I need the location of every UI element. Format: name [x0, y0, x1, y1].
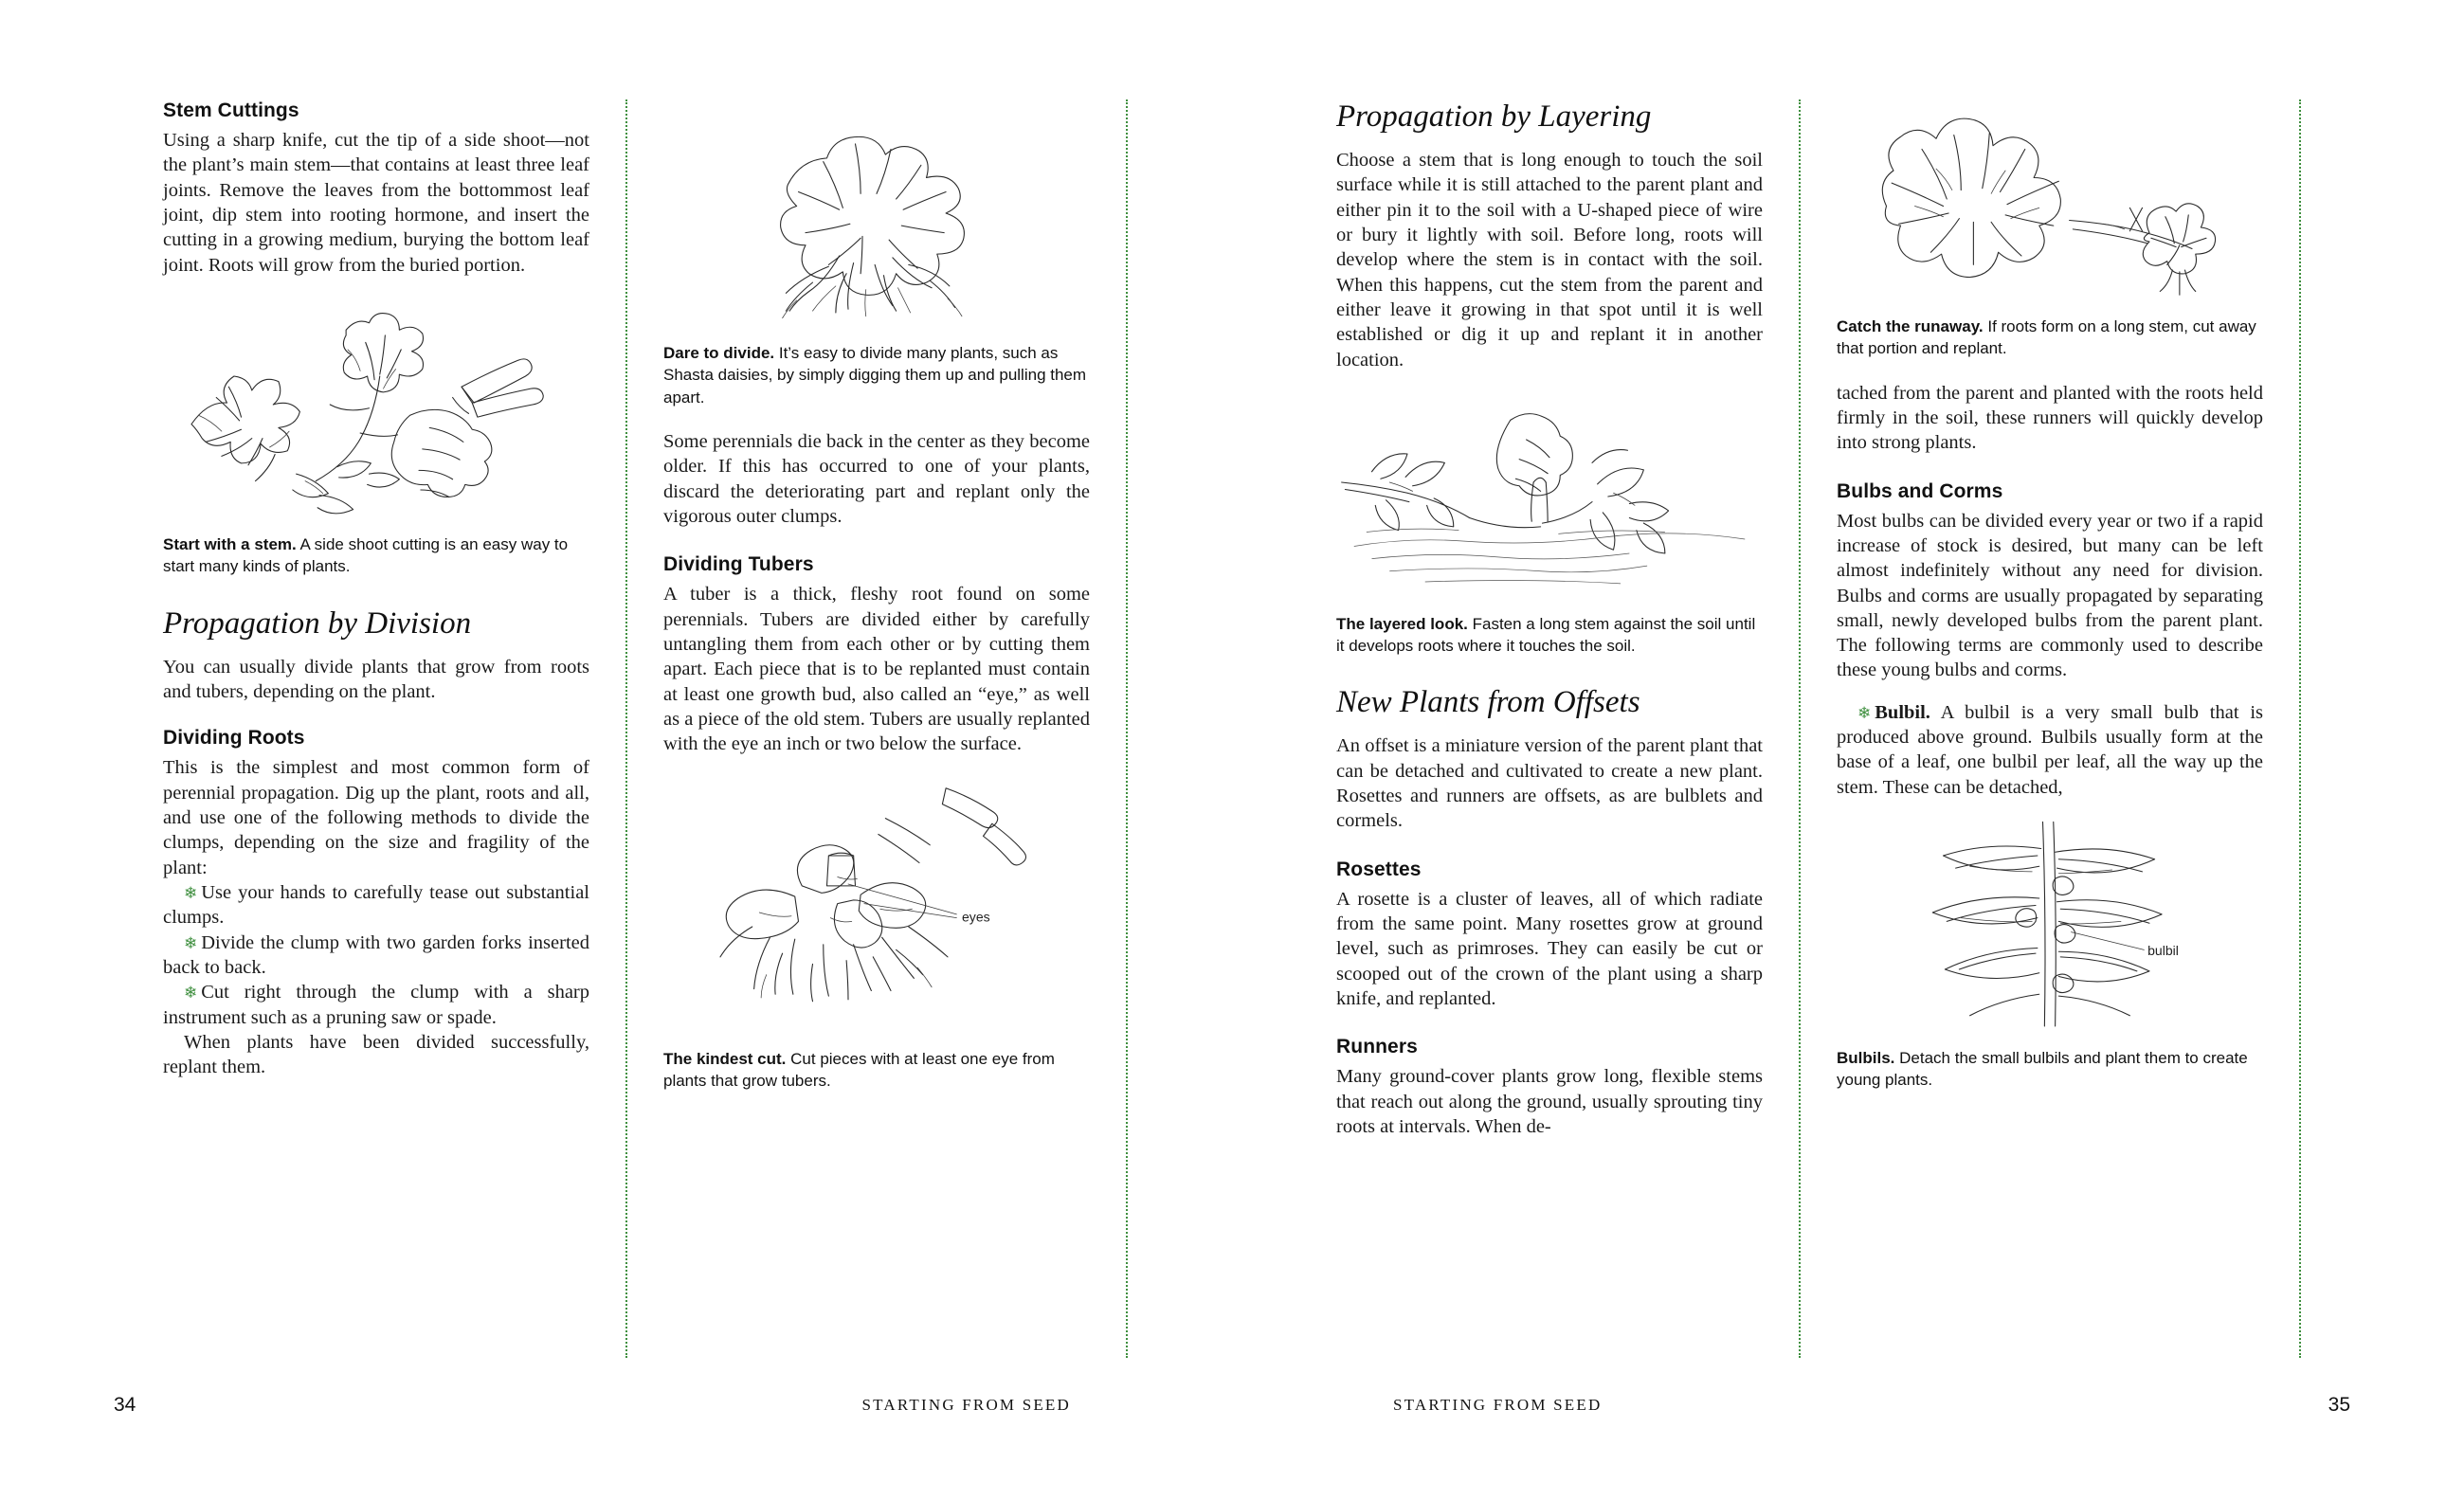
paragraph-dividing-tubers: A tuber is a thick, fleshy root found on some perennials. Tubers are divided either by carefully untangling them from each other or by cutting them apart. Each piece that is to be replanted must contain at least one growth bud, also called an “eye,” as well as a piece of the old stem. Tubers are usually replanted with the eye an inch or two below the surface. — [663, 584, 1090, 755]
running-head-left: STARTING FROM SEED — [861, 1396, 1071, 1414]
figure-label-eyes: eyes — [962, 909, 990, 925]
heading-propagation-by-division: Propagation by Division — [163, 605, 472, 641]
figure-label-bulbil: bulbil — [2147, 943, 2179, 959]
page-number-right: 35 — [2328, 1394, 2350, 1416]
paragraph-layering: Choose a stem that is long enough to touch the soil surface while it is still attached to the parent plant and either pin it to the soil with a U-shaped piece of wire or bury it lightly with soil. Before long, roots will develop where the stem is in contact with the soil. When this happens, cut the stem from the parent and either leave it growing in that spot until it is well established or dig it up and replant it in another location. — [1336, 150, 1763, 370]
paragraph-dividing-roots: This is the simplest and most common form of perennial propagation. Dig up the plant, roots and all, and use one of the following methods to divide the clumps, depending on the size and fragility of the plant: — [163, 757, 589, 878]
leaf-bullet-icon: ❄ — [184, 883, 197, 902]
right-column-2 — [1837, 99, 2263, 1358]
left-column-1 — [163, 99, 589, 1358]
caption-figure-divide: Dare to divide. It’s easy to divide many plants, such as Shasta daisies, by simply digging them up and pulling them apart. — [663, 343, 1087, 407]
column-rule — [625, 99, 627, 1358]
figure-bulbils-on-stem — [1837, 813, 2263, 1035]
bullet-bulbil: ❄ Bulbil. A bulbil is a very small bulb that is produced above ground. Bulbils usually form at the base of a leaf, one bulbil per leaf, all the way up the stem. These can be detached, — [1837, 701, 2263, 798]
right-page — [1232, 0, 2464, 1500]
caption-figure-bulbils: Bulbils. Detach the small bulbils and plant them to create young plants. — [1837, 1048, 2248, 1089]
caption-figure-layering: The layered look. Fasten a long stem against the soil until it develops roots where it touches the soil. — [1336, 614, 1756, 656]
paragraph-rosettes: A rosette is a cluster of leaves, all of which radiate from the same point. Many rosettes grow at ground level, such as primroses. They can easily be cut or scooped out of the crown of the plant using a sharp knife, and replanted. — [1336, 888, 1763, 1010]
figure-tuber-eyes — [663, 770, 1090, 1037]
column-rule-outer — [2299, 99, 2301, 1358]
right-columns — [1336, 99, 2301, 1358]
bullet-garden-forks: ❄ Divide the clump with two garden forks inserted back to back. — [163, 931, 589, 978]
paragraph-offsets: An offset is a miniature version of the parent plant that can be detached and cultivated to create a new plant. Rosettes and runners are offsets, as are bulblets and cormels. — [1336, 735, 1763, 832]
column-rule — [1799, 99, 1801, 1358]
figure-divided-daisy-clump — [663, 99, 1090, 331]
left-page-content — [163, 99, 1128, 1358]
left-columns — [163, 99, 1128, 1358]
figure-hand-pruning-stem — [163, 291, 589, 522]
heading-stem-cuttings: Stem Cuttings — [163, 99, 299, 121]
caption-figure-stem: Start with a stem. A side shoot cutting is an easy way to start many kinds of plants. — [163, 534, 569, 576]
heading-dividing-roots: Dividing Roots — [163, 727, 305, 750]
caption-figure-runaway: Catch the runaway. If roots form on a long stem, cut away that portion and replant. — [1837, 316, 2256, 358]
right-page-content — [1336, 99, 2301, 1358]
bullet-cut-through-clump: ❄ Cut right through the clump with a sharp instrument such as a pruning saw or spade. — [163, 982, 589, 1028]
heading-new-plants-from-offsets: New Plants from Offsets — [1336, 685, 1640, 720]
paragraph-stem-cuttings: Using a sharp knife, cut the tip of a side shoot—not the plant’s main stem—that contains at least three leaf joints. Remove the leaves from the bottommost leaf joint, dip stem into rooting hormone, and insert the cutting in a growing medium, burying the bottom leaf joint. Roots will grow from the buried portion. — [163, 130, 589, 276]
paragraph-runners: Many ground-cover plants grow long, flexible stems that reach out along the ground, usually sprouting tiny roots at intervals. When de- — [1336, 1066, 1763, 1138]
heading-bulbs-and-corms: Bulbs and Corms — [1837, 479, 2003, 502]
running-head-right: STARTING FROM SEED — [1393, 1396, 1603, 1414]
caption-figure-tuber: The kindest cut. Cut pieces with at least one eye from plants that grow tubers. — [663, 1049, 1055, 1091]
paragraph-runners-continued: tached from the parent and planted with the roots held firmly in the soil, these runners will quickly develop into strong plants. — [1837, 382, 2263, 454]
figure-layering-pin — [1336, 397, 1763, 602]
left-column-2 — [663, 99, 1090, 1358]
column-rule-outer — [1126, 99, 1128, 1358]
paragraph-bulbs-and-corms: Most bulbs can be divided every year or two if a rapid increase of stock is desired, but many can be left almost indefinitely without any need for division. Bulbs and corms are usually propagated by separating small, newly developed bulbs from the parent plant. The following terms are commonly used to describe these young bulbs and corms. — [1837, 510, 2263, 681]
paragraph-division-intro: You can usually divide plants that grow from roots and tubers, depending on the plant. — [163, 656, 589, 702]
leaf-bullet-icon: ❄ — [184, 984, 197, 1003]
bullet-tease-out: ❄ Use your hands to carefully tease out substantial clumps. — [163, 881, 589, 929]
leaf-bullet-icon: ❄ — [184, 933, 197, 952]
page-number-left: 34 — [114, 1394, 136, 1416]
right-column-1 — [1336, 99, 1763, 1358]
paragraph-replant: When plants have been divided successfully, replant them. — [163, 1031, 589, 1078]
paragraph-perennials-die-back: Some perennials die back in the center as they become older. If this has occurred to one of your plants, discard the deteriorating part and replant only the vigorous outer clumps. — [663, 431, 1090, 528]
heading-rosettes: Rosettes — [1336, 858, 1422, 880]
leaf-bullet-icon: ❄ — [1857, 703, 1871, 722]
heading-propagation-by-layering: Propagation by Layering — [1336, 99, 1652, 134]
heading-dividing-tubers: Dividing Tubers — [663, 553, 814, 576]
figure-hens-and-chicks-runner — [1837, 99, 2263, 304]
heading-runners: Runners — [1336, 1036, 1418, 1058]
